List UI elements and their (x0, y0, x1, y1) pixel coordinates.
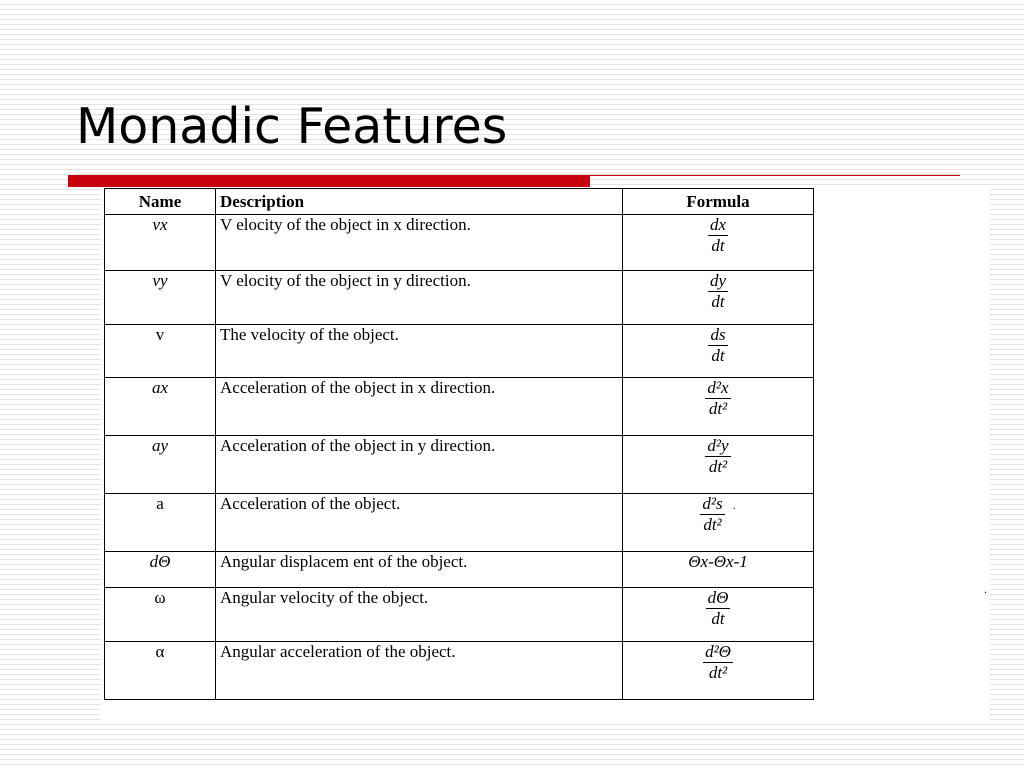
stray-dot: . (732, 497, 736, 512)
feature-name: ω (105, 588, 216, 642)
fraction-numerator: dx (709, 215, 727, 234)
feature-name: vx (105, 215, 216, 271)
fraction-numerator: d²y (707, 436, 729, 455)
feature-description: Acceleration of the object in y direction. (216, 436, 623, 494)
feature-name: ax (105, 378, 216, 436)
feature-description: The velocity of the object. (216, 325, 623, 378)
fraction-denominator: dt (711, 292, 725, 311)
table-row (105, 642, 814, 700)
fraction-denominator: dt (711, 236, 725, 255)
feature-name: a (105, 494, 216, 552)
fraction (700, 494, 724, 535)
feature-description: Acceleration of the object in x direction. (216, 378, 623, 436)
fraction (708, 325, 727, 366)
feature-description: Angular velocity of the object. (216, 588, 623, 642)
fraction-denominator: dt² (708, 663, 728, 682)
fraction-numerator: ds (710, 325, 726, 344)
table-header-row (105, 189, 814, 215)
fraction-denominator: dt (711, 346, 725, 365)
feature-name: dΘ (105, 552, 216, 588)
fraction-numerator: d²x (707, 378, 729, 397)
fraction-numerator: d²Θ (705, 642, 731, 661)
feature-formula (623, 588, 814, 642)
fraction-denominator: dt² (703, 515, 722, 534)
fraction-denominator: dt² (708, 457, 728, 476)
feature-description: Angular displacem ent of the object. (216, 552, 623, 588)
feature-formula (623, 552, 814, 588)
table-row (105, 378, 814, 436)
table-row (105, 325, 814, 378)
feature-formula (623, 215, 814, 271)
feature-formula (623, 378, 814, 436)
feature-name: vy (105, 271, 216, 325)
header-description: Description (216, 189, 623, 215)
fraction (705, 378, 730, 419)
inline-formula: Θx-Θx-1 (688, 552, 748, 571)
fraction-numerator: dΘ (707, 588, 729, 607)
slide-title: Monadic Features (76, 98, 508, 155)
fraction (705, 436, 730, 477)
fraction (706, 588, 731, 629)
table-row (105, 588, 814, 642)
fraction (708, 215, 728, 256)
feature-description: V elocity of the object in y direction. (216, 271, 623, 325)
features-table (104, 188, 814, 700)
feature-description: Angular acceleration of the object. (216, 642, 623, 700)
table-panel (100, 188, 990, 724)
table-row (105, 552, 814, 588)
fraction-denominator: dt² (708, 399, 728, 418)
feature-formula (623, 436, 814, 494)
fraction-denominator: dt (711, 609, 725, 628)
table-row (105, 271, 814, 325)
table-row (105, 215, 814, 271)
feature-formula (623, 325, 814, 378)
title-underline-accent (68, 175, 590, 187)
stray-dot: . (984, 582, 987, 596)
table-row (105, 436, 814, 494)
feature-description: Acceleration of the object. (216, 494, 623, 552)
feature-name: α (105, 642, 216, 700)
fraction-numerator: dy (709, 271, 727, 290)
feature-description: V elocity of the object in x direction. (216, 215, 623, 271)
fraction (703, 642, 733, 683)
table-row (105, 494, 814, 552)
feature-formula (623, 494, 814, 552)
fraction-numerator: d²s (702, 494, 723, 513)
feature-formula (623, 642, 814, 700)
feature-name: ay (105, 436, 216, 494)
header-name: Name (105, 189, 216, 215)
feature-formula (623, 271, 814, 325)
fraction (708, 271, 728, 312)
feature-name: v (105, 325, 216, 378)
header-formula: Formula (623, 189, 814, 215)
